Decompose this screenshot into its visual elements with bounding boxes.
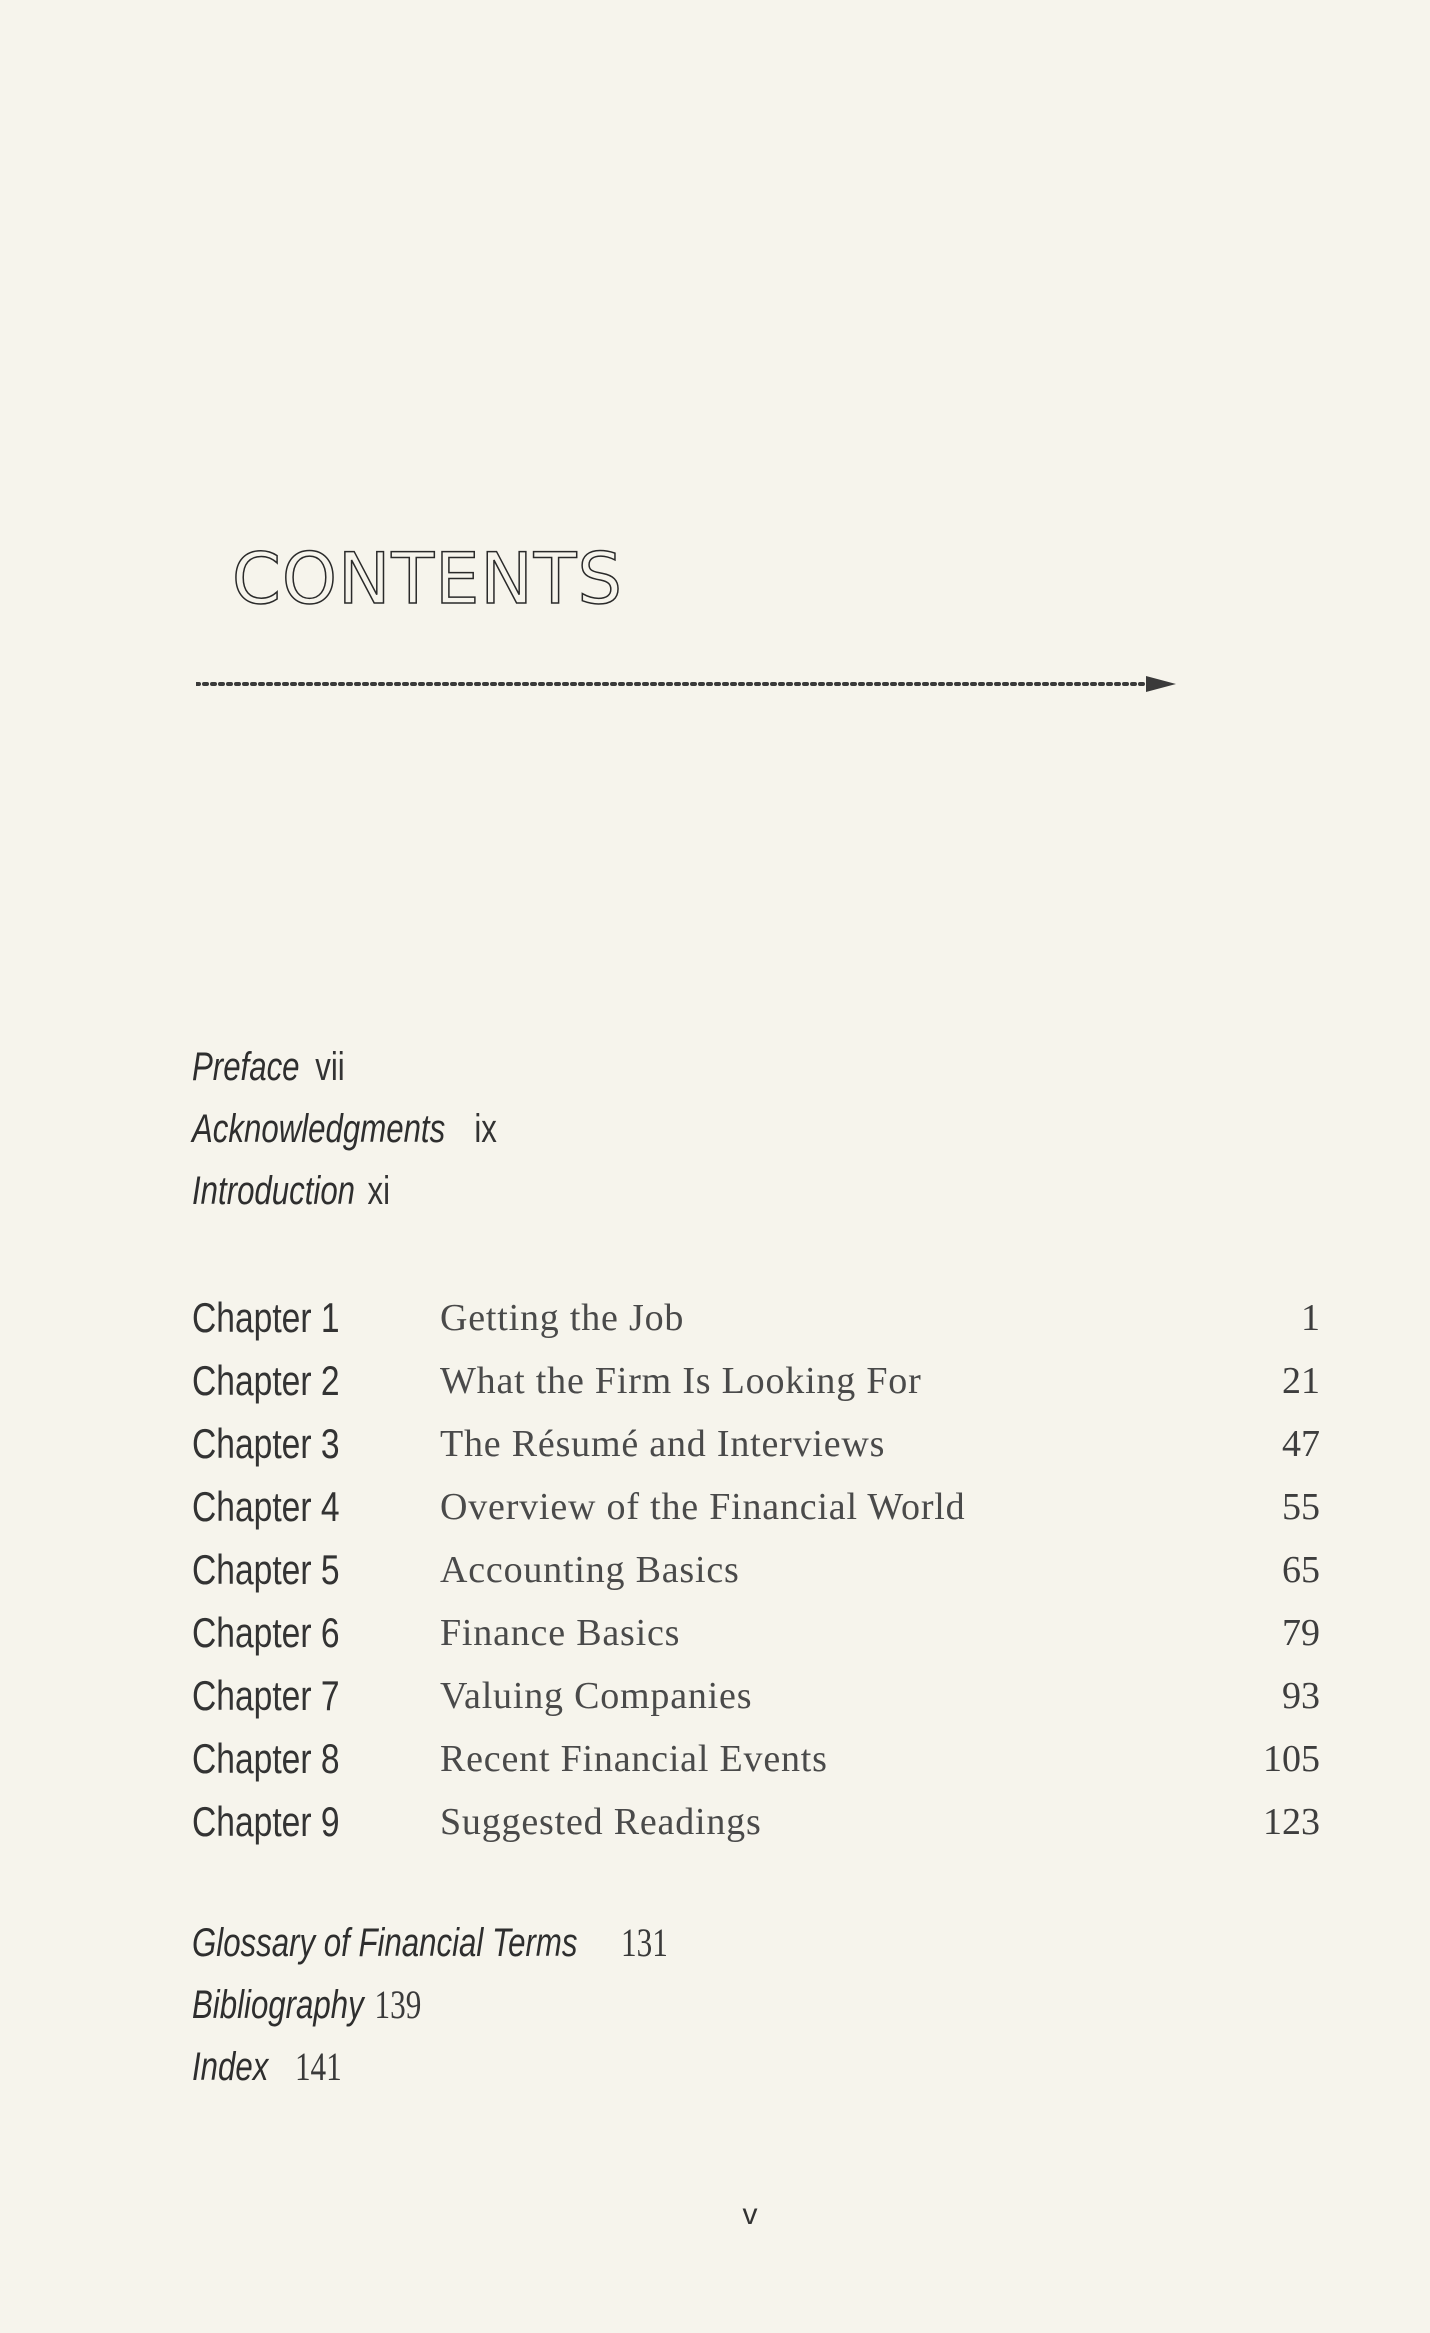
chapter-page: 1 (1301, 1297, 1320, 1339)
chapter-number: Chapter 1 (192, 1294, 340, 1341)
back-matter-item-index[interactable] (192, 2042, 342, 2092)
chapter-page: 47 (1282, 1423, 1320, 1465)
chapter-title: Finance Basics (440, 1612, 681, 1654)
chapter-row-7[interactable] (0, 1668, 1430, 1724)
chapter-title: Overview of the Financial World (440, 1486, 966, 1528)
chapter-number: Chapter 9 (192, 1798, 340, 1845)
chapter-title: Recent Financial Events (440, 1738, 828, 1780)
chapter-title: Valuing Companies (440, 1675, 753, 1717)
chapter-number: Chapter 4 (192, 1483, 340, 1530)
front-matter-page: xi (367, 1169, 391, 1213)
chapter-title: Suggested Readings (440, 1801, 762, 1843)
chapter-number: Chapter 2 (192, 1357, 340, 1404)
chapter-row-4[interactable] (0, 1479, 1430, 1535)
back-matter-label: Index (192, 2045, 269, 2089)
chapter-row-8[interactable] (0, 1731, 1430, 1787)
chapter-page: 79 (1282, 1612, 1320, 1654)
front-matter-page: ix (474, 1107, 497, 1151)
front-matter-item-acknowledgments[interactable] (192, 1104, 497, 1154)
chapter-row-9[interactable] (0, 1794, 1430, 1850)
chapter-number: Chapter 7 (192, 1672, 340, 1719)
back-matter-item-glossary[interactable] (192, 1918, 668, 1968)
back-matter-item-bibliography[interactable] (192, 1980, 422, 2030)
back-matter-label: Glossary of Financial Terms (192, 1921, 578, 1965)
back-matter-page: 141 (294, 2044, 342, 2089)
chapter-row-3[interactable] (0, 1416, 1430, 1472)
front-matter-label: Introduction (192, 1169, 356, 1213)
chapter-title: Getting the Job (440, 1297, 685, 1339)
chapter-page: 105 (1263, 1738, 1320, 1780)
chapter-row-1[interactable] (0, 1290, 1430, 1346)
chapter-page: 123 (1263, 1801, 1320, 1843)
front-matter-item-preface[interactable] (192, 1042, 345, 1092)
front-matter-item-introduction[interactable] (192, 1166, 391, 1216)
chapter-row-6[interactable] (0, 1605, 1430, 1661)
back-matter-page: 139 (374, 1982, 422, 2027)
chapter-page: 65 (1282, 1549, 1320, 1591)
chapter-title: What the Firm Is Looking For (440, 1360, 922, 1402)
chapter-page: 21 (1282, 1360, 1320, 1402)
chapter-page: 93 (1282, 1675, 1320, 1717)
chapter-number: Chapter 6 (192, 1609, 340, 1656)
front-matter-label: Preface (192, 1045, 300, 1089)
page-number: v (742, 2198, 758, 2231)
chapter-row-5[interactable] (0, 1542, 1430, 1598)
back-matter-page: 131 (621, 1920, 668, 1965)
contents-heading: CONTENTS (232, 538, 623, 620)
chapter-row-2[interactable] (0, 1353, 1430, 1409)
chapter-number: Chapter 5 (192, 1546, 340, 1593)
dotted-arrow-rule (196, 672, 1176, 696)
chapter-number: Chapter 8 (192, 1735, 340, 1782)
chapter-title: The Résumé and Interviews (440, 1423, 886, 1465)
chapter-number: Chapter 3 (192, 1420, 340, 1467)
back-matter-label: Bibliography (192, 1983, 364, 2027)
chapter-page: 55 (1282, 1486, 1320, 1528)
front-matter-label: Acknowledgments (192, 1107, 446, 1151)
front-matter-page: vii (315, 1045, 345, 1089)
chapter-title: Accounting Basics (440, 1549, 740, 1591)
